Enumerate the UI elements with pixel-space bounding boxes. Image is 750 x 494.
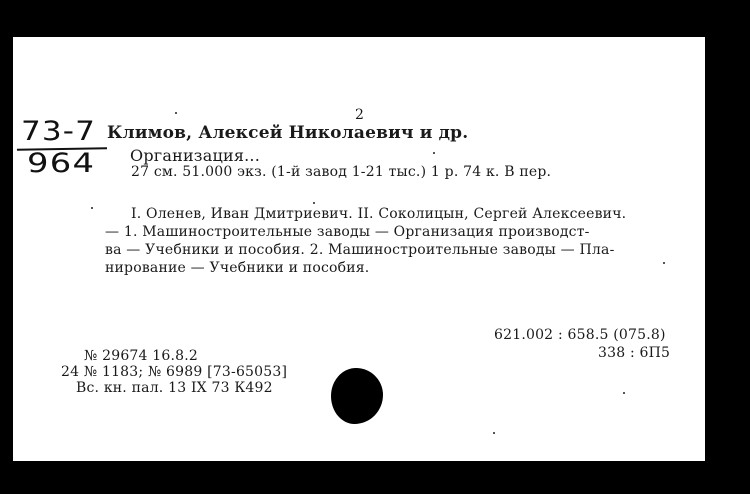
imprint-line: 27 см. 51.000 экз. (1-й завод 1-21 тыс.) 1 р. 74 к. В пер. bbox=[131, 164, 552, 180]
registry-line: 24 № 1183; № 6989 [73-65053] bbox=[61, 364, 288, 380]
handwritten-call-number-top: 73-7 bbox=[21, 116, 97, 147]
udc-classification: 621.002 : 658.5 (075.8) bbox=[494, 327, 666, 343]
scan-speck bbox=[623, 392, 625, 394]
scan-speck bbox=[91, 207, 93, 209]
catalog-card bbox=[13, 37, 705, 461]
handwritten-call-number-bottom: 964 bbox=[27, 148, 96, 179]
subject-line: ва — Учебники и пособия. 2. Машиностроительные заводы — Пла- bbox=[105, 242, 615, 258]
scan-speck bbox=[493, 432, 495, 434]
scan-speck bbox=[175, 112, 177, 114]
registry-line: № 29674 16.8.2 bbox=[84, 348, 199, 364]
scan-speck bbox=[663, 262, 665, 264]
subject-line: — 1. Машиностроительные заводы — Организация производст- bbox=[105, 224, 590, 240]
scan-speck bbox=[433, 152, 435, 154]
author-heading: Климов, Алексей Николаевич и др. bbox=[107, 123, 469, 143]
page-number: 2 bbox=[355, 107, 365, 123]
bbk-classification: 338 : 6П5 bbox=[598, 345, 671, 361]
subject-line: I. Оленев, Иван Дмитриевич. II. Соколицын, Сергей Алексеевич. bbox=[131, 206, 627, 222]
registry-line: Вс. кн. пал. 13 IX 73 К492 bbox=[76, 380, 273, 396]
subject-line: нирование — Учебники и пособия. bbox=[105, 260, 370, 276]
scan-speck bbox=[313, 202, 315, 204]
ink-blot bbox=[331, 368, 383, 424]
book-title: Организация... bbox=[130, 146, 260, 165]
